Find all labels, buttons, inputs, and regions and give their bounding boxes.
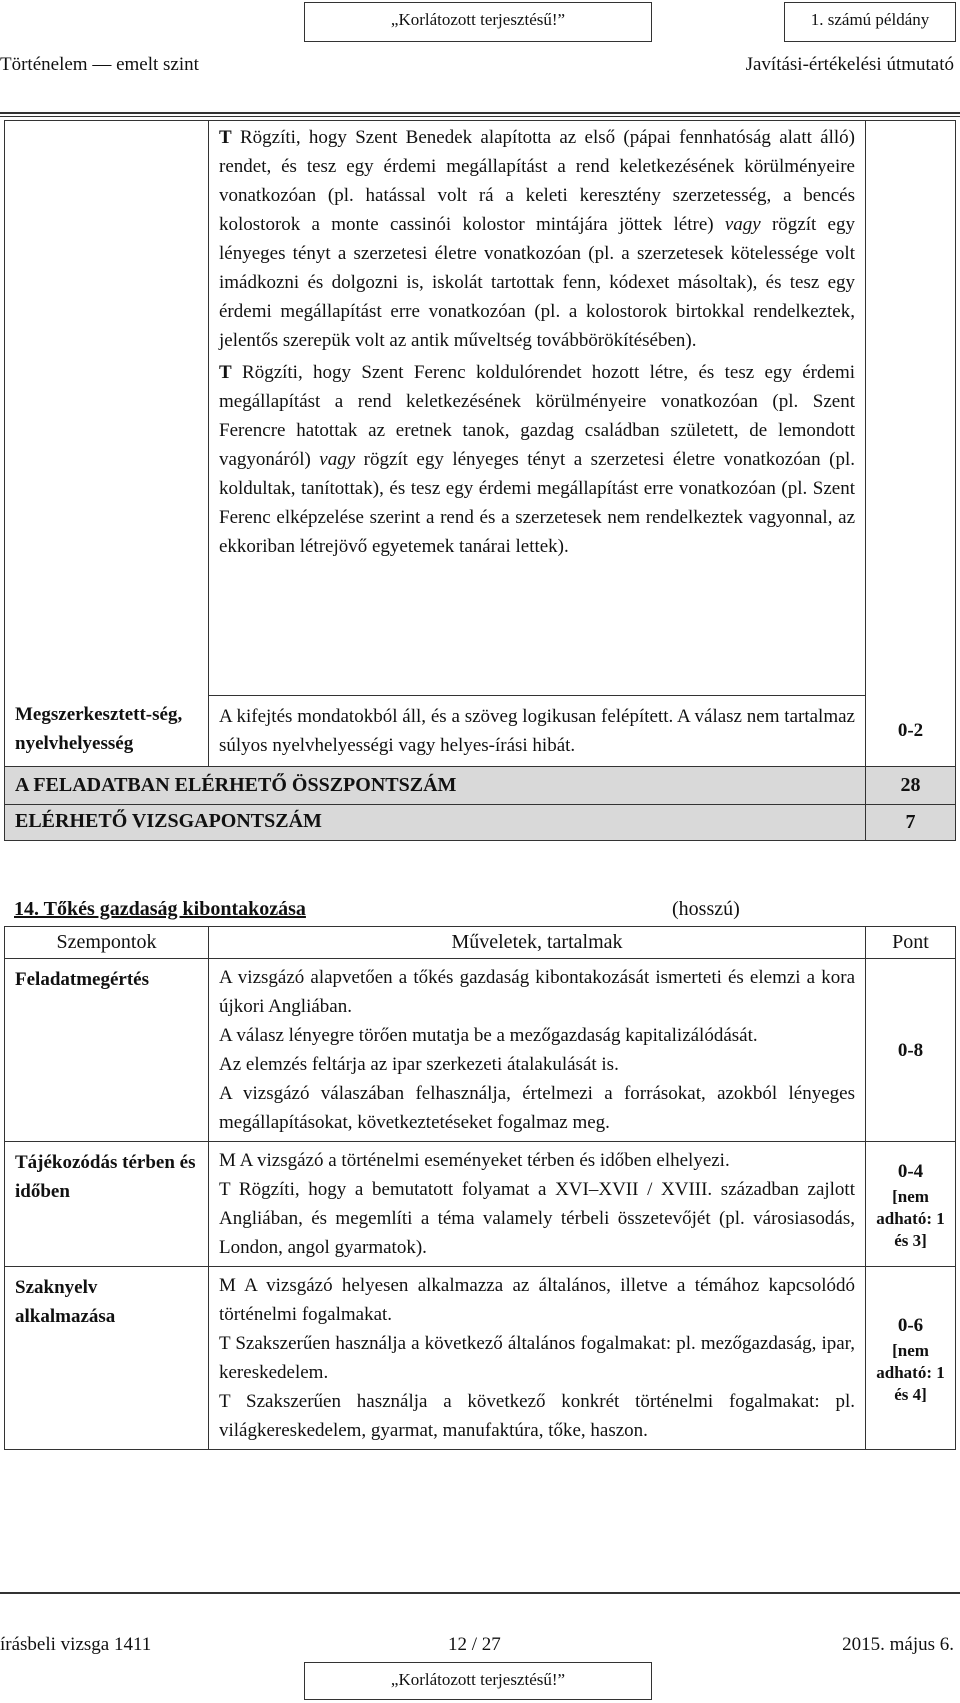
table-row bbox=[5, 1142, 956, 1267]
total-label: A FELADATBAN ELÉRHETŐ ÖSSZPONTSZÁM bbox=[5, 767, 866, 805]
criterion-cell-empty bbox=[5, 121, 209, 696]
restricted-label-bottom: „Korlátozott terjesztésű!” bbox=[304, 1662, 652, 1700]
footer-page-number: 12 / 27 bbox=[448, 1634, 501, 1655]
header-rule bbox=[0, 112, 960, 114]
operation-line: Az elemzés feltárja az ipar szerkezeti átalakulását is. bbox=[219, 1054, 619, 1075]
criterion-label: Feladatmegértés bbox=[5, 959, 209, 1142]
total-row bbox=[5, 767, 956, 805]
subject-title: Történelem — emelt szint bbox=[0, 54, 199, 75]
exam-label: ELÉRHETŐ VIZSGAPONTSZÁM bbox=[5, 805, 866, 841]
content-cell bbox=[209, 121, 866, 696]
copy-number-label: 1. számú példány bbox=[784, 2, 956, 42]
column-header-points: Pont bbox=[866, 927, 956, 959]
table-row bbox=[5, 1267, 956, 1450]
operations-cell bbox=[209, 959, 866, 1142]
operation-line: A vizsgázó válaszában felhasználja, értelmezi a forrásokat, azokból lényeges megállapításokat, következtetéseket fogalmaz meg. bbox=[219, 1083, 855, 1133]
footer-exam: írásbeli vizsga 1411 bbox=[0, 1634, 152, 1655]
task14-kind: (hosszú) bbox=[672, 898, 740, 920]
table-header-row bbox=[5, 927, 956, 959]
header-rule-thin bbox=[0, 116, 960, 117]
operation-line: A válasz lényegre törően mutatja be a mezőgazdaság kapitalizálódását. bbox=[219, 1025, 758, 1046]
column-header-criteria: Szempontok bbox=[5, 927, 209, 959]
points-note: [nem adható: 1 és 3] bbox=[876, 1186, 945, 1250]
content-paragraph-2: T Rögzíti, hogy Szent Ferenc koldulórendet hozott létre, és tesz egy érdemi megállapítást a rend keletkezésének körülményeire vonatkozóan (pl. Szent Ferencre hatottak az eretnek tanok, gazdag családban született, de lemondott vagyonáról) vagy rögzít egy lényeges tényt a szerzetesi életre vonatkozóan (pl. koldultak, tanítottak), és tesz egy érdemi megállapítást erre vonatkozóan (pl. Szent Ferenc elképzelése szerint a rend és a szerzetesek nem rendelkeztek vagyonnal, az ekkoriban létrejövő egyetemek tanárai lettek). bbox=[219, 362, 855, 557]
document-type: Javítási-értékelési útmutató bbox=[745, 54, 954, 75]
footer-rule bbox=[0, 1592, 960, 1594]
criterion-label: Tájékozódás térben és időben bbox=[5, 1142, 209, 1267]
table-row bbox=[5, 696, 956, 767]
points-value: 0-6 bbox=[897, 1314, 924, 1336]
points-note: [nem adható: 1 és 4] bbox=[876, 1340, 945, 1404]
operations-cell bbox=[209, 1267, 866, 1450]
content-paragraph-1: T Rögzíti, hogy Szent Benedek alapította az első (pápai fennhatóság alatt álló) rendet, és tesz egy érdemi megállapítást a rend keletkezésének körülményeire vonatkozóan (pl. hatással volt rá a keleti keresztény szerzetesség, a bencés kolostorok a monte cassinói kolostor mintájára jöttek létre) vagy rögzít egy lényeges tényt a szerzetesi életre vonatkozóan (pl. a szerzetesek kötelessége volt imádkozni és dolgozni is, iskolát tartottak fenn, kódexet másoltak), és tesz egy érdemi megállapítást erre vonatkozóan (pl. a kolostorok birtokkal rendelkeztek, jelentős szerepük volt az antik műveltség továbbörökítésében). bbox=[219, 127, 855, 351]
points-value: 0-4 bbox=[897, 1160, 924, 1182]
table-row bbox=[5, 121, 956, 696]
task14-table bbox=[4, 926, 956, 1450]
task13-table bbox=[4, 120, 956, 841]
total-value: 28 bbox=[866, 767, 956, 805]
operation-line: T Rögzíti, hogy a bemutatott folyamat a XVI–XVII / XVIII. században zajlott Angliában, és megemlíti a téma valamely térbeli összetevőjét (pl. városiasodás, London, angol gyarmatok). bbox=[219, 1179, 855, 1258]
footer-date: 2015. május 6. bbox=[842, 1634, 954, 1655]
points-cell bbox=[866, 1142, 956, 1267]
operation-line: M A vizsgázó helyesen alkalmazza az általános, illetve a témához kapcsolódó történelmi fogalmakat. bbox=[219, 1275, 855, 1325]
criterion-text: A kifejtés mondatokból áll, és a szöveg logikusan felépített. A válasz nem tartalmaz súlyos nyelvhelyességi vagy helyes-írási hibát. bbox=[209, 696, 866, 767]
criterion-label: Megszerkesztett-ség, nyelvhelyesség bbox=[5, 696, 209, 767]
criterion-points: 0-2 bbox=[866, 696, 956, 767]
exam-value: 7 bbox=[866, 805, 956, 841]
operation-line: T Szakszerűen használja a következő általános fogalmakat: pl. mezőgazdaság, ipar, kereskedelem. bbox=[219, 1333, 855, 1383]
points-value: 0-8 bbox=[866, 959, 956, 1142]
table-row bbox=[5, 959, 956, 1142]
exam-row bbox=[5, 805, 956, 841]
points-cell bbox=[866, 1267, 956, 1450]
operation-line: M A vizsgázó a történelmi eseményeket térben és időben elhelyezi. bbox=[219, 1150, 730, 1171]
column-header-operations: Műveletek, tartalmak bbox=[209, 927, 866, 959]
operation-line: T Szakszerűen használja a következő konkrét történelmi fogalmakat: pl. világkereskedelem, gyarmat, manufaktúra, tőke, haszon. bbox=[219, 1391, 855, 1441]
operation-line: A vizsgázó alapvetően a tőkés gazdaság kibontakozását ismerteti és elemzi a kora újkori Angliában. bbox=[219, 967, 855, 1017]
criterion-label: Szaknyelv alkalmazása bbox=[5, 1267, 209, 1450]
task14-title: 14. Tőkés gazdaság kibontakozása bbox=[14, 898, 306, 920]
points-cell-empty bbox=[866, 121, 956, 696]
operations-cell bbox=[209, 1142, 866, 1267]
restricted-label-top: „Korlátozott terjesztésű!” bbox=[304, 2, 652, 42]
